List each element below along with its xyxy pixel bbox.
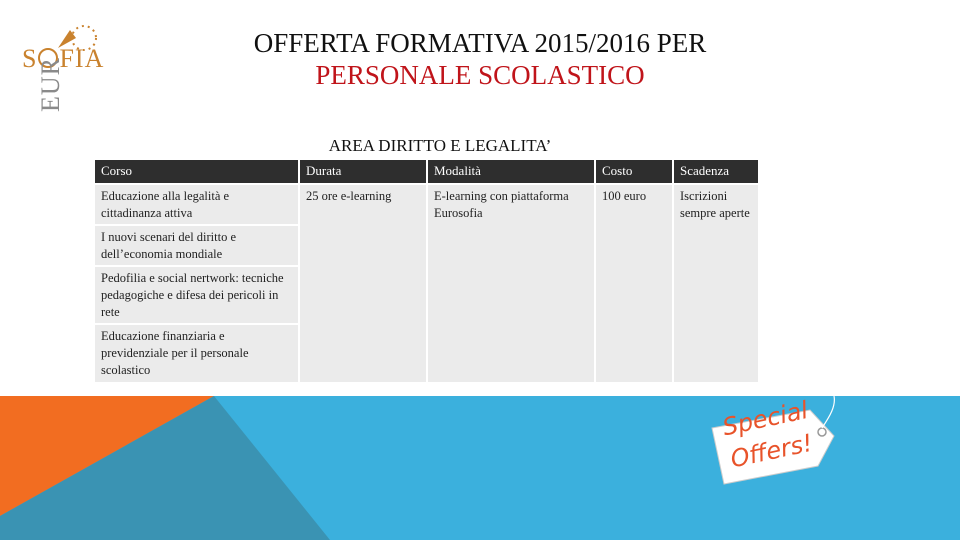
header-modalita: Modalità [428,160,594,183]
costo-cell: 100 euro [596,185,672,382]
logo-sofia-text: S FIA [22,44,105,73]
header-durata: Durata [300,160,426,183]
header-scadenza: Scadenza [674,160,758,183]
page-title-line1: OFFERTA FORMATIVA 2015/2016 PER [253,28,707,58]
logo-eur-text: EUR [36,57,65,112]
header-costo: Costo [596,160,672,183]
tag-text-special: Special [720,396,811,442]
section-title: AREA DIRITTO E LEGALITA’ [328,136,552,155]
course-cell: Educazione alla legalità e cittadinanza attiva [95,185,298,224]
modalita-cell: E-learning con piattaforma Eurosofia [428,185,594,382]
scadenza-cell: Iscrizioni sempre aperte [674,185,758,382]
header-corso: Corso [95,160,298,183]
course-cell: Pedofilia e social nertwork: tecniche pedagogiche e difesa dei pericoli in rete [95,267,298,323]
eurosofia-logo [18,12,110,122]
bottom-banner [0,396,960,540]
course-table [95,160,758,382]
course-cell: I nuovi scenari del diritto e dell’economia mondiale [95,226,298,265]
durata-cell: 25 ore e-learning [300,185,426,382]
page-title-line2: PERSONALE SCOLASTICO [315,60,645,90]
course-cell: Educazione finanziaria e previdenziale per il personale scolastico [95,325,298,382]
tag-text-offers: Offers! [728,428,815,474]
